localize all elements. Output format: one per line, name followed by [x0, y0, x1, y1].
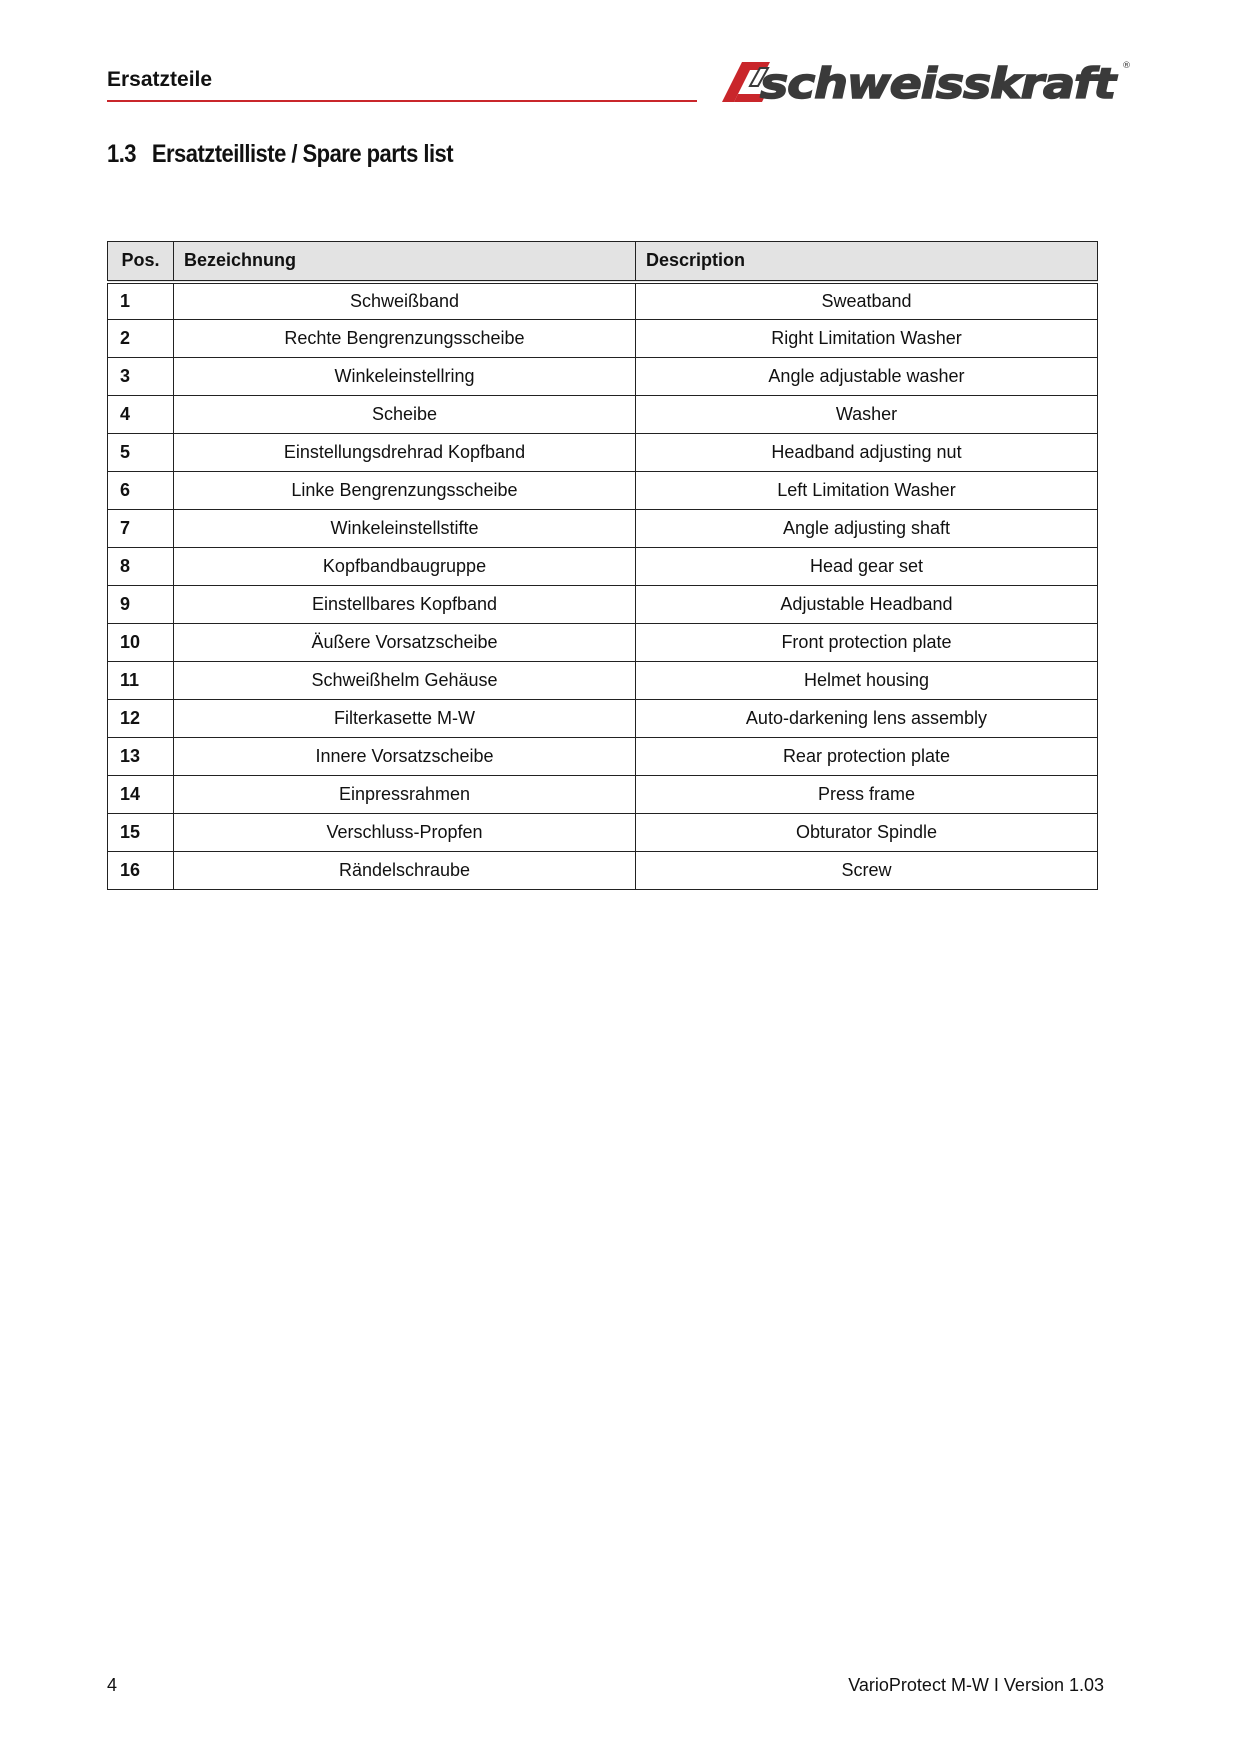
cell-bezeichnung: Einstellbares Kopfband	[174, 586, 636, 624]
table-row	[108, 700, 1098, 738]
cell-pos: 10	[108, 624, 174, 662]
page-title	[107, 140, 453, 169]
cell-description: Left Limitation Washer	[636, 472, 1098, 510]
cell-bezeichnung: Einpressrahmen	[174, 776, 636, 814]
cell-description: Head gear set	[636, 548, 1098, 586]
table-row	[108, 738, 1098, 776]
registered-mark: ®	[1122, 61, 1131, 71]
column-header-pos: Pos.	[108, 242, 174, 282]
table-row	[108, 472, 1098, 510]
table-row	[108, 510, 1098, 548]
cell-bezeichnung: Schweißhelm Gehäuse	[174, 662, 636, 700]
column-header-description: Description	[636, 242, 1098, 282]
footer-product-version: VarioProtect M-W I Version 1.03	[848, 1675, 1104, 1695]
cell-bezeichnung: Rechte Bengrenzungsscheibe	[174, 320, 636, 358]
cell-pos: 15	[108, 814, 174, 852]
cell-pos: 9	[108, 586, 174, 624]
cell-description: Right Limitation Washer	[636, 320, 1098, 358]
cell-bezeichnung: Schweißband	[174, 282, 636, 320]
spare-parts-table	[107, 241, 1098, 890]
section-title: Ersatzteilliste / Spare parts list	[151, 140, 454, 168]
cell-description: Angle adjustable washer	[636, 358, 1098, 396]
table-row	[108, 624, 1098, 662]
cell-description: Sweatband	[636, 282, 1098, 320]
cell-bezeichnung: Winkeleinstellstifte	[174, 510, 636, 548]
cell-pos: 1	[108, 282, 174, 320]
cell-description: Rear protection plate	[636, 738, 1098, 776]
table-header-row	[108, 242, 1098, 282]
cell-pos: 13	[108, 738, 174, 776]
cell-description: Obturator Spindle	[636, 814, 1098, 852]
cell-pos: 12	[108, 700, 174, 738]
cell-pos: 5	[108, 434, 174, 472]
cell-description: Angle adjusting shaft	[636, 510, 1098, 548]
cell-pos: 14	[108, 776, 174, 814]
cell-pos: 4	[108, 396, 174, 434]
cell-bezeichnung: Verschluss-Propfen	[174, 814, 636, 852]
cell-pos: 6	[108, 472, 174, 510]
column-header-bezeichnung: Bezeichnung	[174, 242, 636, 282]
cell-description: Washer	[636, 396, 1098, 434]
table-row	[108, 852, 1098, 890]
cell-description: Screw	[636, 852, 1098, 890]
cell-pos: 16	[108, 852, 174, 890]
cell-description: Auto-darkening lens assembly	[636, 700, 1098, 738]
cell-description: Press frame	[636, 776, 1098, 814]
section-number: 1.3	[107, 140, 137, 168]
table-row	[108, 320, 1098, 358]
cell-bezeichnung: Linke Bengrenzungsscheibe	[174, 472, 636, 510]
cell-pos: 11	[108, 662, 174, 700]
table-row	[108, 396, 1098, 434]
cell-bezeichnung: Scheibe	[174, 396, 636, 434]
table-row	[108, 662, 1098, 700]
cell-bezeichnung: Einstellungsdrehrad Kopfband	[174, 434, 636, 472]
table-row	[108, 586, 1098, 624]
cell-bezeichnung: Rändelschraube	[174, 852, 636, 890]
brand-logo	[720, 56, 1130, 106]
cell-pos: 7	[108, 510, 174, 548]
table-row	[108, 776, 1098, 814]
table-row	[108, 434, 1098, 472]
header-divider	[107, 100, 697, 102]
cell-bezeichnung: Winkeleinstellring	[174, 358, 636, 396]
cell-bezeichnung: Äußere Vorsatzscheibe	[174, 624, 636, 662]
table-row	[108, 282, 1098, 320]
cell-bezeichnung: Innere Vorsatzscheibe	[174, 738, 636, 776]
page-number: 4	[107, 1675, 118, 1695]
cell-pos: 8	[108, 548, 174, 586]
cell-description: Adjustable Headband	[636, 586, 1098, 624]
logo-wordmark: schweisskraft	[760, 59, 1119, 108]
cell-description: Headband adjusting nut	[636, 434, 1098, 472]
section-header: Ersatzteile	[107, 68, 213, 91]
table-row	[108, 548, 1098, 586]
table-row	[108, 358, 1098, 396]
cell-bezeichnung: Filterkasette M-W	[174, 700, 636, 738]
cell-description: Front protection plate	[636, 624, 1098, 662]
cell-description: Helmet housing	[636, 662, 1098, 700]
cell-bezeichnung: Kopfbandbaugruppe	[174, 548, 636, 586]
table-row	[108, 814, 1098, 852]
cell-pos: 3	[108, 358, 174, 396]
cell-pos: 2	[108, 320, 174, 358]
